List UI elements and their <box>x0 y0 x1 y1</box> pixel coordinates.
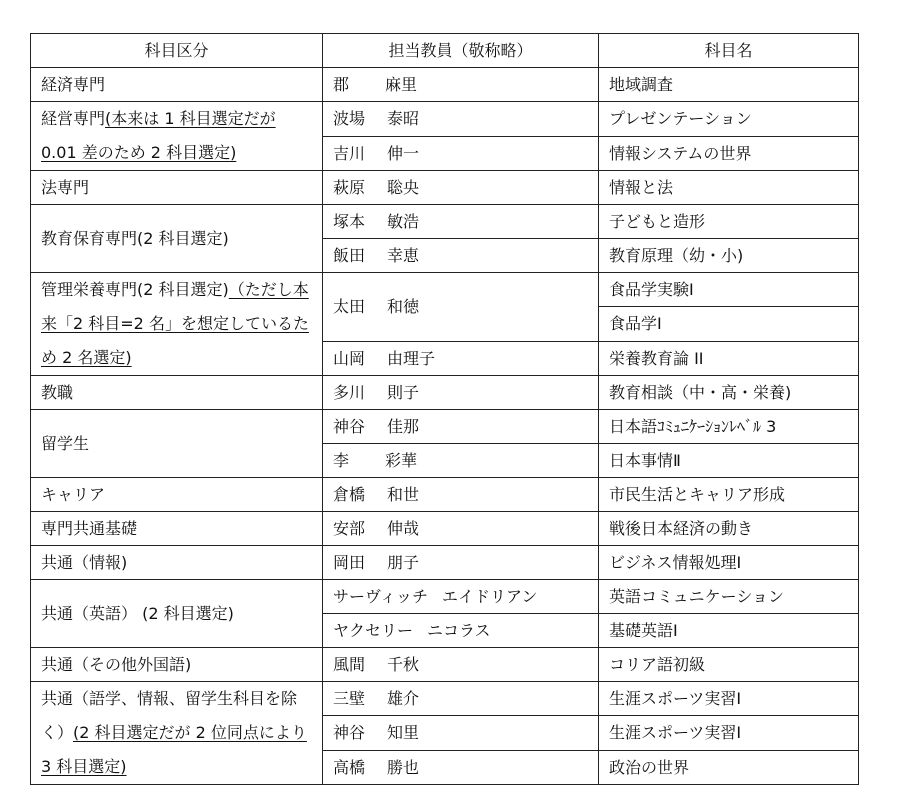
teacher-cell <box>323 136 599 171</box>
category-cell: 共通（英語） (2 科目選定) <box>31 580 323 648</box>
teacher-cell <box>323 750 599 784</box>
teacher-cell <box>323 512 599 546</box>
table-row <box>31 512 859 546</box>
teacher-family: 倉橋 <box>333 485 366 504</box>
teacher-family: 太田 <box>333 297 366 317</box>
teacher-given: 千秋 <box>387 655 420 674</box>
teacher-given: 敏浩 <box>387 212 420 231</box>
table-row <box>31 68 859 102</box>
subject-cell: 食品学実験Ⅰ <box>599 273 859 307</box>
category-note: (2 科目選定だが 2 位同点により 3 科目選定) <box>41 723 307 776</box>
teacher-given: 雄介 <box>387 689 420 709</box>
category-cell: 留学生 <box>31 410 323 478</box>
teacher-family: 高橋 <box>333 757 366 777</box>
table-row <box>31 410 859 444</box>
teacher-given: 彩華 <box>385 451 418 470</box>
teacher-cell <box>323 205 599 239</box>
selection-table <box>30 33 859 785</box>
teacher-cell <box>323 410 599 444</box>
subject-cell: コリア語初級 <box>599 648 859 682</box>
category-cell <box>31 102 323 171</box>
teacher-cell <box>323 239 599 273</box>
teacher-family: 岡田 <box>333 553 366 572</box>
subject-cell: 政治の世界 <box>599 750 859 784</box>
table-row <box>31 682 859 716</box>
teacher-given: 則子 <box>387 383 420 402</box>
category-note: (本来は 1 科目選定だが 0.01 差のため 2 科目選定) <box>41 109 276 162</box>
subject-cell: 日本語ｺﾐｭﾆｹｰｼｮﾝﾚﾍﾞﾙ 3 <box>599 410 859 444</box>
teacher-given: 伸哉 <box>387 519 420 538</box>
teacher-given: エイドリアン <box>442 587 538 606</box>
subject-cell: 情報システムの世界 <box>599 136 859 171</box>
subject-cell: 子どもと造形 <box>599 205 859 239</box>
subject-cell: 地域調査 <box>599 68 859 102</box>
table-row <box>31 546 859 580</box>
category-cell: 法専門 <box>31 171 323 205</box>
subject-cell: 生涯スポーツ実習Ⅰ <box>599 716 859 750</box>
category-cell <box>31 273 323 376</box>
category-main: 共通（語学、情報、留学生科目を除く） <box>41 689 298 742</box>
category-cell: 教職 <box>31 376 323 410</box>
subject-cell: 教育原理（幼・小) <box>599 239 859 273</box>
subject-cell: 市民生活とキャリア形成 <box>599 478 859 512</box>
teacher-family: サーヴィッチ <box>333 587 429 606</box>
teacher-cell <box>323 68 599 102</box>
teacher-given: 由理子 <box>387 348 436 368</box>
subject-cell: 食品学Ⅰ <box>599 307 859 341</box>
subject-cell: 情報と法 <box>599 171 859 205</box>
teacher-family: 風間 <box>333 655 366 674</box>
teacher-cell <box>323 580 599 614</box>
category-cell: キャリア <box>31 478 323 512</box>
teacher-family: 吉川 <box>333 143 366 163</box>
teacher-family: 神谷 <box>333 417 366 436</box>
teacher-cell <box>323 102 599 137</box>
subject-cell: 教育相談（中・高・栄養) <box>599 376 859 410</box>
category-cell: 専門共通基礎 <box>31 512 323 546</box>
header-category: 科目区分 <box>31 34 323 68</box>
teacher-given: 和徳 <box>387 297 420 317</box>
teacher-family: 山岡 <box>333 348 366 368</box>
teacher-cell <box>323 273 599 342</box>
teacher-family: 飯田 <box>333 246 366 265</box>
category-cell: 共通（情報) <box>31 546 323 580</box>
teacher-family: ヤクセリー <box>333 621 414 640</box>
table-row <box>31 580 859 614</box>
header-subject: 科目名 <box>599 34 859 68</box>
header-teacher: 担当教員（敬称略） <box>323 34 599 68</box>
teacher-given: 泰昭 <box>387 109 420 129</box>
teacher-given: ニコラス <box>427 621 491 640</box>
category-cell: 教育保育専門(2 科目選定) <box>31 205 323 273</box>
category-cell: 経済専門 <box>31 68 323 102</box>
teacher-family: 波場 <box>333 109 366 129</box>
subject-cell: 生涯スポーツ実習Ⅰ <box>599 682 859 716</box>
category-main: 経営専門 <box>41 109 106 128</box>
teacher-family: 李 <box>333 451 350 470</box>
teacher-cell <box>323 444 599 478</box>
teacher-given: 知里 <box>387 723 420 743</box>
teacher-cell <box>323 341 599 375</box>
teacher-cell <box>323 171 599 205</box>
teacher-given: 幸恵 <box>387 246 420 265</box>
table-row <box>31 205 859 239</box>
teacher-given: 佳那 <box>387 417 420 436</box>
teacher-cell <box>323 614 599 648</box>
category-cell: 共通（その他外国語) <box>31 648 323 682</box>
teacher-family: 安部 <box>333 519 366 538</box>
subject-cell: 戦後日本経済の動き <box>599 512 859 546</box>
table-row <box>31 648 859 682</box>
table-row <box>31 478 859 512</box>
subject-cell: プレゼンテーション <box>599 102 859 137</box>
subject-cell: ビジネス情報処理Ⅰ <box>599 546 859 580</box>
teacher-given: 和世 <box>387 485 420 504</box>
subject-cell: 栄養教育論 II <box>599 341 859 375</box>
teacher-family: 多川 <box>333 383 366 402</box>
teacher-cell <box>323 546 599 580</box>
table-row <box>31 376 859 410</box>
category-cell <box>31 682 323 785</box>
table-row <box>31 102 859 137</box>
teacher-cell <box>323 716 599 750</box>
subject-cell: 英語コミュニケーション <box>599 580 859 614</box>
category-main: 管理栄養専門(2 科目選定) <box>41 280 229 299</box>
teacher-family: 三壁 <box>333 689 366 709</box>
subject-cell: 基礎英語Ⅰ <box>599 614 859 648</box>
teacher-cell <box>323 682 599 716</box>
teacher-family: 塚本 <box>333 212 366 231</box>
teacher-cell <box>323 376 599 410</box>
teacher-given: 勝也 <box>387 757 420 777</box>
teacher-family: 萩原 <box>333 178 366 197</box>
teacher-given: 麻里 <box>385 75 418 94</box>
table-row <box>31 171 859 205</box>
header-row <box>31 34 859 68</box>
teacher-cell <box>323 478 599 512</box>
subject-cell: 日本事情Ⅱ <box>599 444 859 478</box>
table-row <box>31 273 859 307</box>
teacher-family: 郡 <box>333 75 350 94</box>
teacher-given: 朋子 <box>387 553 420 572</box>
teacher-cell <box>323 648 599 682</box>
category-note: （ただし本来「2 科目=2 名」を想定しているため 2 名選定) <box>41 280 309 367</box>
teacher-given: 聡央 <box>387 178 420 197</box>
teacher-family: 神谷 <box>333 723 366 743</box>
teacher-given: 伸一 <box>387 143 420 163</box>
